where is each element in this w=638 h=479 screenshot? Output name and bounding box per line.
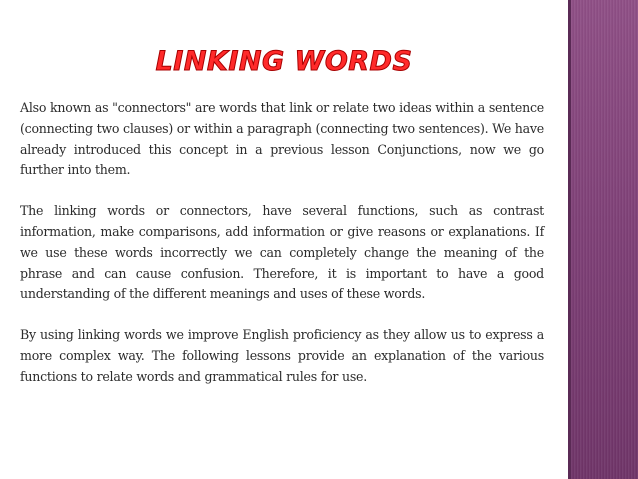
paragraph-connectors-definition: Also known as "connectors" are words that link or relate two ideas within a sentence (connecting two clauses) or within a paragraph (connecting two sentences). We have already introduced this concept in a previous lesson Conjunctions, now we go further into them. xyxy=(20,100,544,178)
slide-title: LINKING WORDS xyxy=(155,46,413,77)
side-bar-edge xyxy=(568,0,571,479)
paragraph-functions: The linking words or connectors, have several functions, such as contrast information, make comparisons, add information or give reasons or explanations. If we use these words incorrectly we can completely change the meaning of the phrase and can cause confusion. Therefore, it is important to have a good understanding of the different meanings and uses of these words. xyxy=(20,203,544,302)
paragraph-proficiency: By using linking words we improve English proficiency as they allow us to express a more complex way. The following lessons provide an explanation of the various functions to relate words and grammatical rules for use. xyxy=(20,327,544,384)
slide-body xyxy=(20,98,544,408)
decorative-side-bar xyxy=(568,0,638,479)
